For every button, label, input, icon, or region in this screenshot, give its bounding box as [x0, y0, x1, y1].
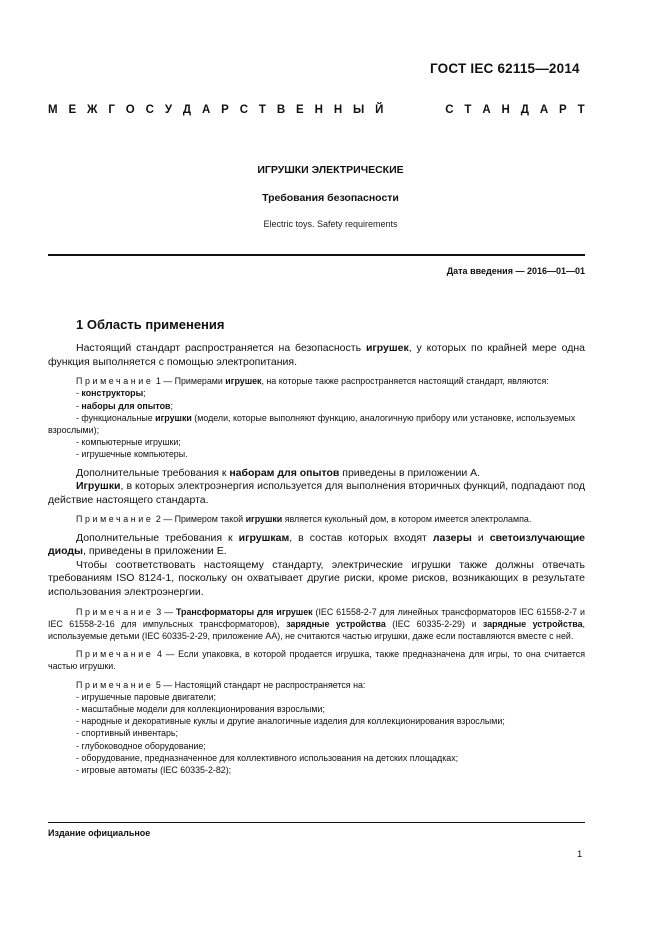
- paragraph: Чтобы соответствовать настоящему стандарту, электрические игрушки также должны отвечать требованиям ISO 8124-1, поскольку он охватывает другие риски, кроме рисков, возникающих в результате использования электроэнергии.: [48, 558, 585, 598]
- introduction-date: Дата введения — 2016—01—01: [446, 266, 585, 276]
- note: Примечание 3 — Трансформаторы для игрушек (IEC 61558-2-7 для линейных трансформаторов IEC 61558-2-7 и IEC 61558-2-16 для импульсных трансформаторов), зарядные устройства (IEC 60335-2-29) и зарядные устройства, используемые детьми (IEC 60335-2-29, приложение АА), не считаются частью игрушки, даже если поставляются вместе с ней.: [48, 606, 585, 641]
- banner-word-gap: [394, 104, 434, 116]
- standard-number: ГОСТ IEC 62115—2014: [430, 61, 580, 76]
- list-item: - наборы для опытов;: [76, 400, 173, 411]
- page-number: 1: [577, 849, 583, 860]
- english-title: Electric toys. Safety requirements: [263, 219, 398, 229]
- edition-label: Издание официальное: [48, 828, 151, 838]
- banner-letter: Н: [314, 104, 323, 116]
- list-item: - игрушечные компьютеры.: [76, 449, 188, 460]
- banner-letter: М: [48, 104, 58, 116]
- banner-letter: У: [164, 104, 172, 116]
- note: Примечание 4 — Если упаковка, в которой продается игрушка, также предназначена для игры, то она считается частью игрушки.: [48, 649, 585, 672]
- banner-letter: А: [482, 104, 491, 116]
- list-item: - народные и декоративные куклы и другие аналогичные изделия для коллекционирования взрослыми;: [76, 716, 505, 727]
- banner-letter: Н: [333, 104, 343, 116]
- banner-letter: Ж: [87, 104, 98, 116]
- banner-letter: Е: [296, 104, 304, 116]
- banner-letter: Т: [577, 104, 585, 116]
- banner-letter: Д: [520, 104, 529, 116]
- title-divider: [48, 254, 585, 256]
- paragraph: Дополнительные требования к игрушкам, в состав которых входят лазеры и светоизлучающие диоды, приведены в приложении Е.: [48, 531, 585, 558]
- banner-letter: В: [276, 104, 286, 116]
- section-body: [48, 342, 585, 776]
- list-item: - игровые автоматы (IEC 60335-2-82);: [76, 765, 232, 775]
- banner-letter: Р: [559, 104, 567, 116]
- banner-letter: Ы: [353, 104, 365, 116]
- banner-letter: Г: [108, 104, 115, 116]
- document-title: ИГРУШКИ ЭЛЕКТРИЧЕСКИЕ: [257, 164, 404, 176]
- note: Примечание 5 — Настоящий стандарт не распространяется на:: [76, 679, 366, 690]
- banner-letter: С: [239, 104, 249, 116]
- banner-letter: О: [125, 104, 135, 116]
- list-item: - конструкторы;: [76, 388, 146, 399]
- banner-letter: Й: [375, 104, 384, 116]
- banner-letter: Д: [182, 104, 192, 116]
- list-item: - масштабные модели для коллекционирования взрослыми;: [76, 703, 325, 714]
- list-item: - оборудование, предназначенное для коллективного использования на детских площадках;: [76, 752, 459, 763]
- paragraph: Дополнительные требования к наборам для опытов приведены в приложении А.: [76, 466, 481, 479]
- list-item: - функциональные игрушки (модели, которые выполняют функцию, аналогичную прибору или установке, используемых взрослыми);: [48, 412, 576, 435]
- banner-letter: А: [539, 104, 549, 116]
- list-item: - игрушечные паровые двигатели;: [76, 691, 216, 702]
- banner-letter: Т: [464, 104, 472, 116]
- footer-divider: [48, 822, 585, 823]
- banner-letter: С: [445, 104, 454, 116]
- banner-letter: Р: [221, 104, 229, 116]
- document-subtitle: Требования безопасности: [262, 192, 399, 204]
- banner-letter: С: [145, 104, 154, 116]
- interstate-standard-banner: [48, 104, 585, 116]
- paragraph: Игрушки, в которых электроэнергия используется для выполнения вторичных функций, подпадают под действие настоящего стандарта.: [48, 480, 585, 506]
- banner-letter: А: [201, 104, 211, 116]
- banner-letter: Е: [68, 104, 77, 116]
- list-item: - компьютерные игрушки;: [76, 437, 181, 448]
- banner-letter: Н: [501, 104, 510, 116]
- section-heading: 1 Область применения: [76, 317, 225, 332]
- paragraph: Настоящий стандарт распространяется на безопасность игрушек, у которых по крайней мере одна функция выполняется с помощью электропитания.: [48, 342, 586, 368]
- note: Примечание 1 — Примерами игрушек, на которые также распространяется настоящий стандарт, являются:: [76, 376, 549, 387]
- list-item: - глубоководное оборудование;: [76, 740, 206, 751]
- list-item: - спортивный инвентарь;: [76, 728, 179, 739]
- note: Примечание 2 — Примером такой игрушки является кукольный дом, в котором имеется электролампа.: [76, 514, 532, 525]
- banner-letter: Т: [258, 104, 266, 116]
